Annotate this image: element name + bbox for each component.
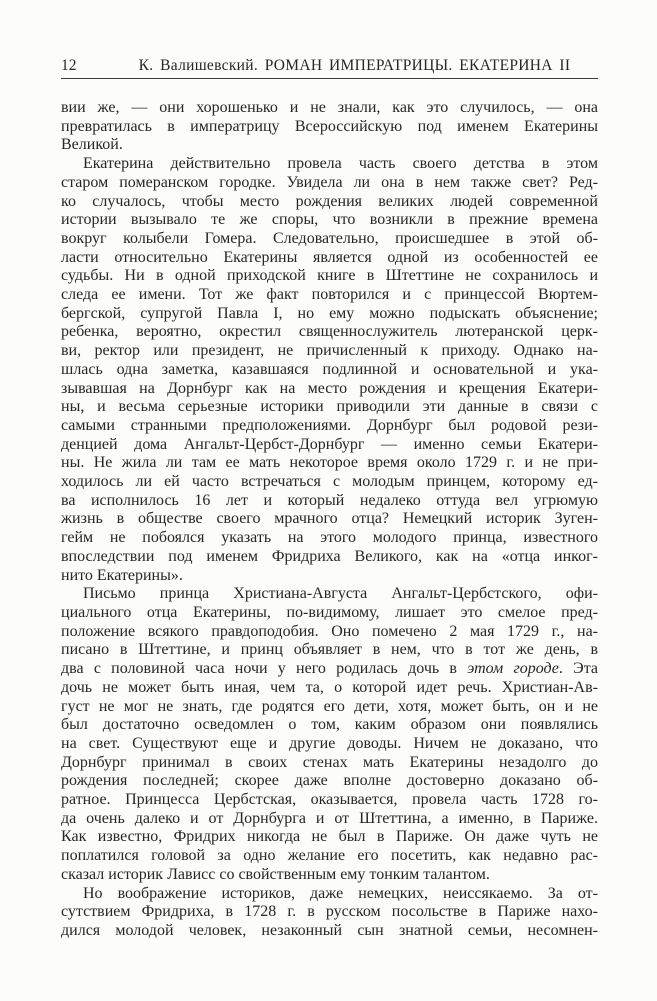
text-line: Екатерина действительно провела часть своего детства в этом bbox=[83, 155, 598, 173]
text-line: писано в Штеттине, и принц объявляет в нем, что в тот же день, в bbox=[61, 641, 598, 659]
text-line: положение всякого правдоподобия. Оно помечено 2 мая 1729 г., на- bbox=[61, 622, 598, 640]
text-line: ви, ректор или президент, не причисленный к приходу. Однако на- bbox=[61, 342, 598, 360]
page-number: 12 bbox=[61, 57, 77, 74]
paragraph-childhood bbox=[61, 155, 598, 585]
text-line: ребенка, вероятно, окрестил священнослужитель лютеранской церк- bbox=[61, 323, 598, 341]
text-line: бергской, супругой Павла I, но ему можно подыскать объяснение; bbox=[61, 304, 598, 322]
text-line: Великой. bbox=[61, 136, 123, 154]
text-line: Дорнбург принимал в своих стенах мать Екатерины незадолго до bbox=[61, 753, 598, 771]
text-line: сказал историк Лависс со свойственным ему тонким талантом. bbox=[61, 865, 490, 883]
text-line: Письмо принца Христиана-Августа Ангальт-Цербстского, офи- bbox=[83, 585, 598, 603]
text-line: густ не мог не знать, где родятся его дети, хотя, может быть, он и не bbox=[61, 697, 598, 715]
text-line: ходилось ли ей часто встречаться с молодым принцем, которому ед- bbox=[61, 473, 598, 491]
text-line: Но воображение историков, даже немецких, неиссякаемо. За от- bbox=[83, 884, 598, 902]
text-line: впоследствии под именем Фридриха Великого, как на «отца инког- bbox=[61, 547, 598, 565]
text-line: самыми странными предположениями. Дорнбург был родовой рези- bbox=[61, 416, 598, 434]
text-line: ратное. Принцесса Цербстская, оказывается, провела часть 1728 го- bbox=[61, 791, 598, 809]
text-line: следа ее имени. Тот же факт повторился и с принцессой Вюртем- bbox=[61, 286, 598, 304]
text-line: ны. Не жила ли там ее мать некоторое время около 1729 г. и не при- bbox=[61, 454, 598, 472]
page-body bbox=[61, 99, 598, 941]
text-line: ко случалось, чтобы место рождения великих людей современной bbox=[61, 192, 598, 210]
text-line: ласти относительно Екатерины является одной из особенностей ее bbox=[61, 248, 598, 266]
text-line: рождения последней; скорее даже вполне достоверно доказано об- bbox=[61, 772, 598, 790]
text-line: был достаточно осведомлен о том, каким образом они появлялись bbox=[61, 716, 598, 734]
italic-text-segment: этом городе bbox=[467, 660, 559, 678]
running-title: К. Валишевский. РОМАН ИМПЕРАТРИЦЫ. ЕКАТЕРИНА II bbox=[138, 57, 571, 74]
text-line: дился молодой человек, незаконный сын знатной семьи, несомнен- bbox=[61, 921, 598, 939]
text-line: ны, и весьма серьезные историки приводили эти данные в связи с bbox=[61, 398, 598, 416]
text-line: превратилась в императрицу Всероссийскую под именем Екатерины bbox=[61, 117, 598, 135]
text-line: сутствием Фридриха, в 1728 г. в русском посольстве в Париже нахо- bbox=[61, 903, 598, 921]
text-segment: . Эта bbox=[558, 660, 599, 678]
text-segment: два с половиной часа ночи у него родилась дочь в bbox=[61, 660, 468, 678]
text-line: зывавшая на Дорнбург как на место рождения и крещения Екатери- bbox=[61, 379, 598, 397]
text-line: дочь не может быть иная, чем та, о которой идет речь. Христиан-Ав- bbox=[61, 678, 598, 696]
text-line-with-italic bbox=[61, 660, 598, 679]
text-line: старом померанском городке. Увидела ли она в нем также свет? Ред- bbox=[61, 173, 598, 191]
text-line: вокруг колыбели Гомера. Следовательно, происшедшее в этой об- bbox=[61, 229, 598, 247]
paragraph-imagination bbox=[61, 885, 598, 941]
text-line: ва исполнилось 16 лет и который недалеко оттуда вел угрюмую bbox=[61, 491, 598, 509]
paragraph-continuation bbox=[61, 99, 598, 155]
text-line: вии же, — они хорошенько и не знали, как это случилось, — она bbox=[61, 99, 598, 116]
text-line: судьбы. Ни в одной приходской книге в Штеттине не сохранилось и bbox=[61, 267, 598, 285]
text-line: на свет. Существуют еще и другие доводы. Ничем не доказано, что bbox=[61, 734, 598, 752]
text-line: Как известно, Фридрих никогда не был в Париже. Он даже чуть не bbox=[61, 828, 598, 846]
text-line: поплатился головой за одно желание его посетить, как недавно рас- bbox=[61, 847, 598, 865]
text-line: шлась одна заметка, казавшаяся подлинной и основательной и ука- bbox=[61, 360, 598, 378]
text-line: истории вызывало те же споры, что возникли в прежние времена bbox=[61, 211, 598, 229]
text-line: нито Екатерины». bbox=[61, 566, 183, 584]
text-line: циального отца Екатерины, по-видимому, лишает это смелое пред- bbox=[61, 603, 598, 621]
text-line: жизнь в обществе своего мрачного отца? Немецкий историк Зуген- bbox=[61, 510, 598, 528]
header-rule bbox=[61, 78, 598, 79]
paragraph-letter bbox=[61, 585, 598, 884]
text-line: денцией дома Ангальт-Цербст-Дорнбург — именно семьи Екатери- bbox=[61, 435, 598, 453]
page-header bbox=[61, 56, 598, 76]
text-line: гейм не побоялся указать на этого молодого принца, известного bbox=[61, 529, 598, 547]
text-line: да очень далеко и от Дорнбурга и от Штеттина, а именно, в Париже. bbox=[61, 809, 598, 827]
